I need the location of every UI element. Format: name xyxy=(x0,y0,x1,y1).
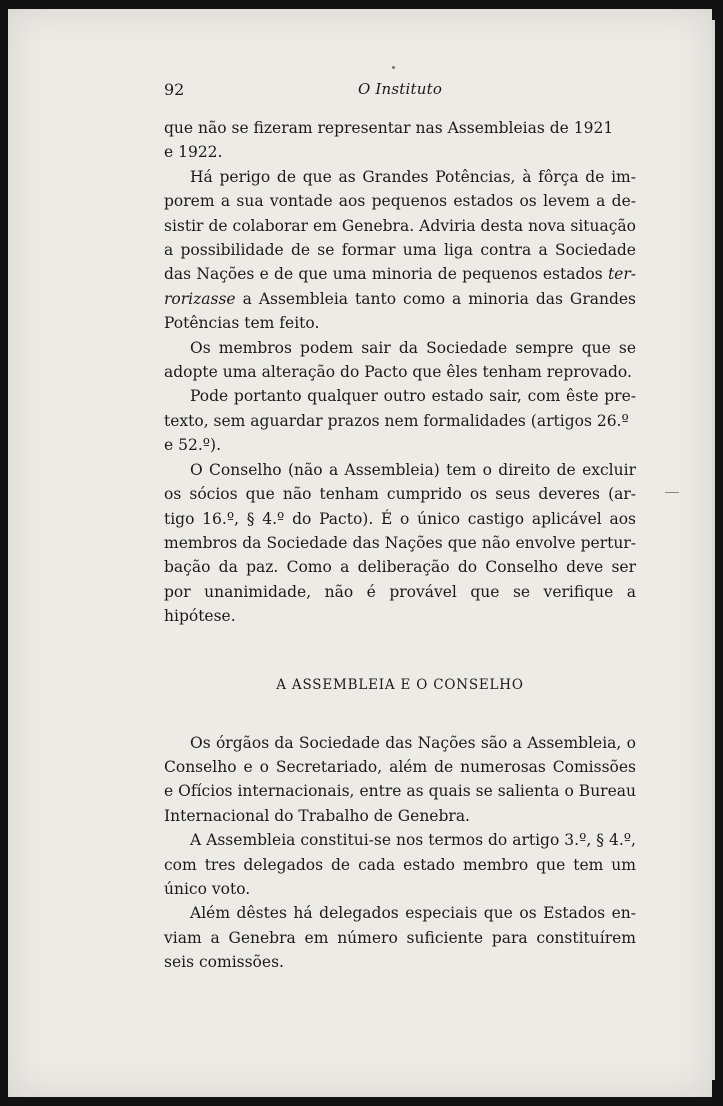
text-line: rorizasse a Assembleia tanto como a minoria das Grandes xyxy=(164,289,636,308)
section-paragraph-1 xyxy=(164,731,636,829)
text-line: adopte uma alteração do Pacto que êles tenham reprovado. xyxy=(164,363,632,382)
text-line: viam a Genebra em número suficiente para constituírem seis xyxy=(164,928,636,972)
text-line: Os órgãos da Sociedade das Nações são a Assembleia, xyxy=(190,733,622,752)
page-number: 92 xyxy=(164,80,185,99)
text-line: e 1922. xyxy=(164,143,223,162)
text-line: voto. xyxy=(211,879,251,898)
paragraph-3 xyxy=(164,336,636,385)
running-head xyxy=(164,78,636,106)
text-line: com tres delegados de cada estado membro que tem um único xyxy=(164,855,636,898)
text-line: o Conselho e o Secretariado, além de numerosas Comissões xyxy=(164,733,636,776)
text-line: os sócios que não tenham cumprido os seus deveres (ar- xyxy=(164,485,636,504)
paragraph-1 xyxy=(164,116,636,165)
text-line: texto, sem aguardar prazos nem formalidades (artigos 26.º xyxy=(164,411,629,430)
text-line: que não se fizeram representar nas Assembleias de 1921 xyxy=(164,119,614,137)
journal-title: O Instituto xyxy=(357,80,443,98)
section-heading: A ASSEMBLEIA E O CONSELHO xyxy=(276,676,524,693)
text-line: Pode portanto qualquer outro estado sair, com êste pre- xyxy=(190,387,636,406)
text-line: e 52.º). xyxy=(164,436,222,455)
text-line: porem a sua vontade aos pequenos estados os levem a de- xyxy=(164,192,636,211)
margin-mark xyxy=(665,492,679,493)
text-line: Além dêstes há delegados especiais que os Estados en- xyxy=(190,904,636,923)
text-line: e Ofícios internacionais, entre as quais se salienta o Bureau xyxy=(164,782,636,801)
text-line: membros da Sociedade das Nações que não envolve pertur- xyxy=(164,533,636,552)
page-edge xyxy=(712,20,715,1080)
text-line: por unanimidade, não é provável que se verifique a hipótese. xyxy=(164,582,636,626)
text-line: tigo 16.º, § 4.º do Pacto). É o único castigo aplicável aos xyxy=(164,509,636,528)
text-line: bação da paz. Como a deliberação do Conselho deve ser xyxy=(164,558,636,577)
text-line: sistir de colaborar em Genebra. Adviria desta nova situação xyxy=(164,216,636,235)
italic-word: ter- xyxy=(607,265,636,284)
section-paragraph-3 xyxy=(164,901,636,974)
paragraph-4 xyxy=(164,384,636,457)
italic-word: rorizasse xyxy=(164,289,236,308)
text-line: Potências tem feito. xyxy=(164,314,320,333)
text-line: comissões. xyxy=(198,953,284,972)
text-line: O Conselho (não a Assembleia) tem o direito de excluir xyxy=(190,460,636,479)
text-line: Internacional do Trabalho de Genebra. xyxy=(164,806,470,825)
paragraph-5 xyxy=(164,458,636,629)
paragraph-2 xyxy=(164,165,636,336)
text-block xyxy=(164,78,636,975)
text-line: das Nações e de que uma minoria de pequenos estados ter- xyxy=(164,265,636,284)
text-line: Os membros podem sair da Sociedade sempre que se xyxy=(190,338,636,357)
text-line: A Assembleia constitui-se nos termos do artigo 3.º, § 4.º, xyxy=(190,831,636,850)
text-line: a possibilidade de se formar uma liga contra a Sociedade xyxy=(164,241,636,260)
section-paragraph-2 xyxy=(164,828,636,901)
paper-speck xyxy=(392,66,395,69)
text-line: Há perigo de que as Grandes Potências, à fôrça de im- xyxy=(190,167,636,186)
